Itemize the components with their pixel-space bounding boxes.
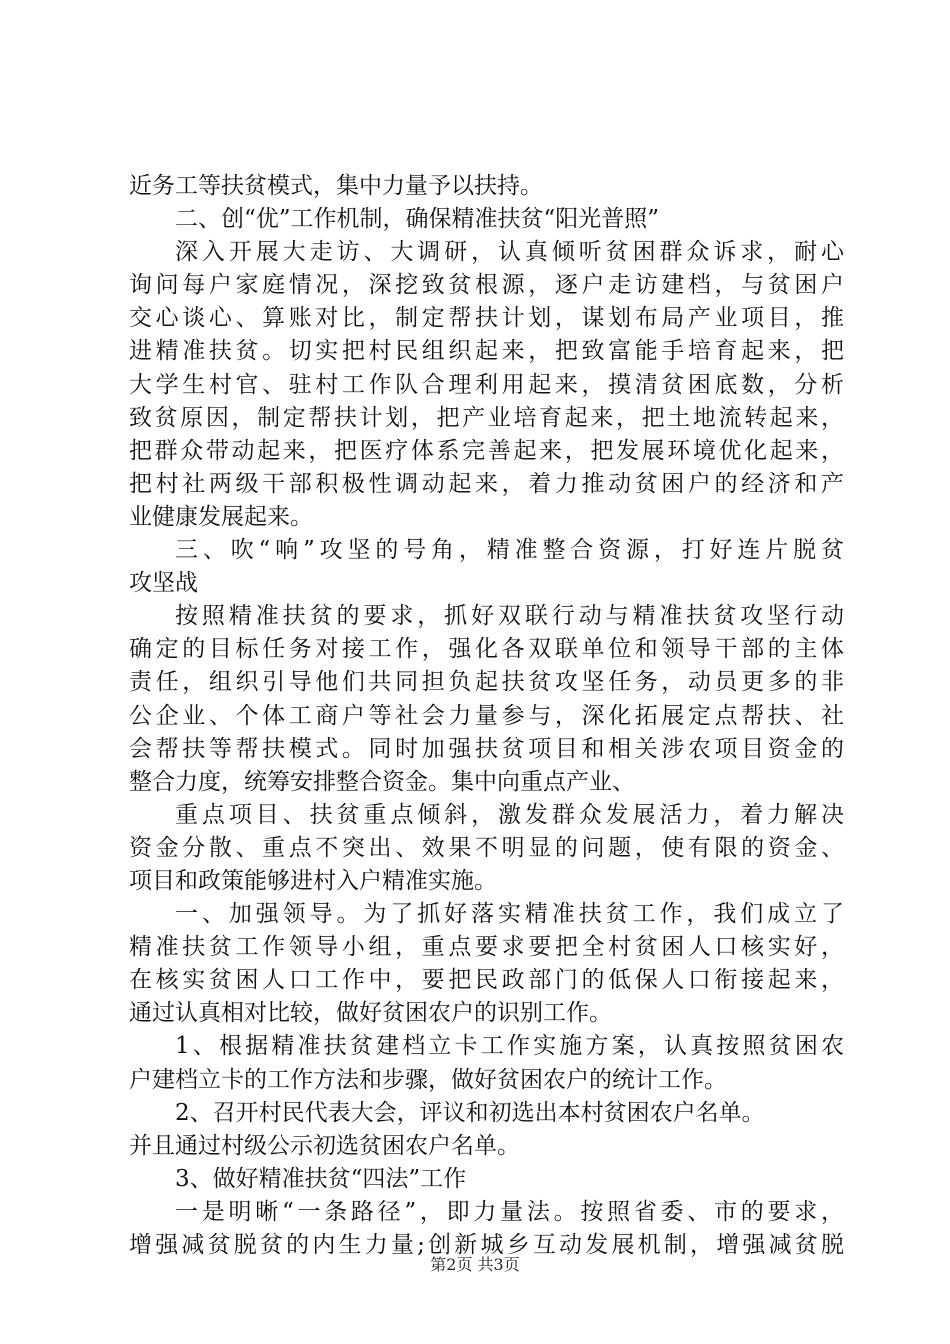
text-line: 会帮扶等帮扶模式。同时加强扶贫项目和相关涉农项目资金的 xyxy=(129,735,844,762)
text-line: 把群众带动起来，把医疗体系完善起来，把发展环境优化起来， xyxy=(129,437,844,464)
text-line: 通过认真相对比较，做好贫困农户的识别工作。 xyxy=(129,1000,612,1027)
text-line: 近务工等扶贫模式，集中力量予以扶持。 xyxy=(129,173,543,199)
text-line: 把村社两级干部积极性调动起来，着力推动贫困户的经济和产 xyxy=(129,470,844,497)
text-line: 询问每户家庭情况，深挖致贫根源，逐户走访建档，与贫困户 xyxy=(129,272,844,299)
text-line: 大学生村官、驻村工作队合理利用起来，摸清贫困底数，分析 xyxy=(129,371,844,398)
text-line: 2、召开村民代表大会，评议和初选出本村贫困农户名单。 xyxy=(175,1099,765,1126)
text-line: 进精准扶贫。切实把村民组织起来，把致富能手培育起来，把 xyxy=(129,338,844,365)
text-line: 精准扶贫工作领导小组，重点要求要把全村贫困人口核实好， xyxy=(129,934,844,961)
text-line: 深入开展大走访、大调研，认真倾听贫困群众诉求，耐心 xyxy=(175,239,844,266)
text-line: 公企业、个体工商户等社会力量参与，深化拓展定点帮扶、社 xyxy=(129,702,844,729)
text-line: 一、加强领导。为了抓好落实精准扶贫工作，我们成立了 xyxy=(175,901,844,928)
text-line: 增强减贫脱贫的内生力量;创新城乡互动发展机制，增强减贫脱 xyxy=(129,1232,844,1258)
text-line: 资金分散、重点不突出、效果不明显的问题，使有限的资金、 xyxy=(129,834,844,861)
text-line: 重点项目、扶贫重点倾斜，激发群众发展活力，着力解决 xyxy=(175,801,844,828)
text-line: 1、根据精准扶贫建档立卡工作实施方案，认真按照贫困农 xyxy=(175,1033,844,1060)
text-line: 攻坚战 xyxy=(129,570,198,597)
text-line: 3、做好精准扶贫“四法”工作 xyxy=(175,1165,467,1192)
text-line: 二、创“优”工作机制，确保精准扶贫“阳光普照” xyxy=(175,206,660,233)
text-line: 整合力度，统筹安排整合资金。集中向重点产业、 xyxy=(129,768,635,795)
text-line: 在核实贫困人口工作中，要把民政部门的低保人口衔接起来， xyxy=(129,967,844,994)
page-footer: 第2页 共3页 xyxy=(430,1255,520,1274)
text-line: 交心谈心、算账对比，制定帮扶计划，谋划布局产业项目，推 xyxy=(129,305,844,332)
text-line: 一是明晰“一条路径”，即力量法。按照省委、市的要求， xyxy=(175,1198,844,1225)
document-body xyxy=(129,170,844,1262)
text-line: 确定的目标任务对接工作，强化各双联单位和领导干部的主体 xyxy=(129,636,844,663)
text-line: 责任，组织引导他们共同担负起扶贫攻坚任务，动员更多的非 xyxy=(129,669,844,696)
text-line: 业健康发展起来。 xyxy=(129,503,313,530)
text-line: 致贫原因，制定帮扶计划，把产业培育起来，把土地流转起来， xyxy=(129,404,844,431)
text-line: 项目和政策能够进村入户精准实施。 xyxy=(129,867,497,894)
text-line: 户建档立卡的工作方法和步骤，做好贫困农户的统计工作。 xyxy=(129,1066,727,1093)
text-line: 按照精准扶贫的要求，抓好双联行动与精准扶贫攻坚行动 xyxy=(175,603,844,630)
text-line: 三、吹“响”攻坚的号角，精准整合资源，打好连片脱贫 xyxy=(175,537,844,564)
text-line: 并且通过村级公示初选贫困农户名单。 xyxy=(129,1132,520,1159)
